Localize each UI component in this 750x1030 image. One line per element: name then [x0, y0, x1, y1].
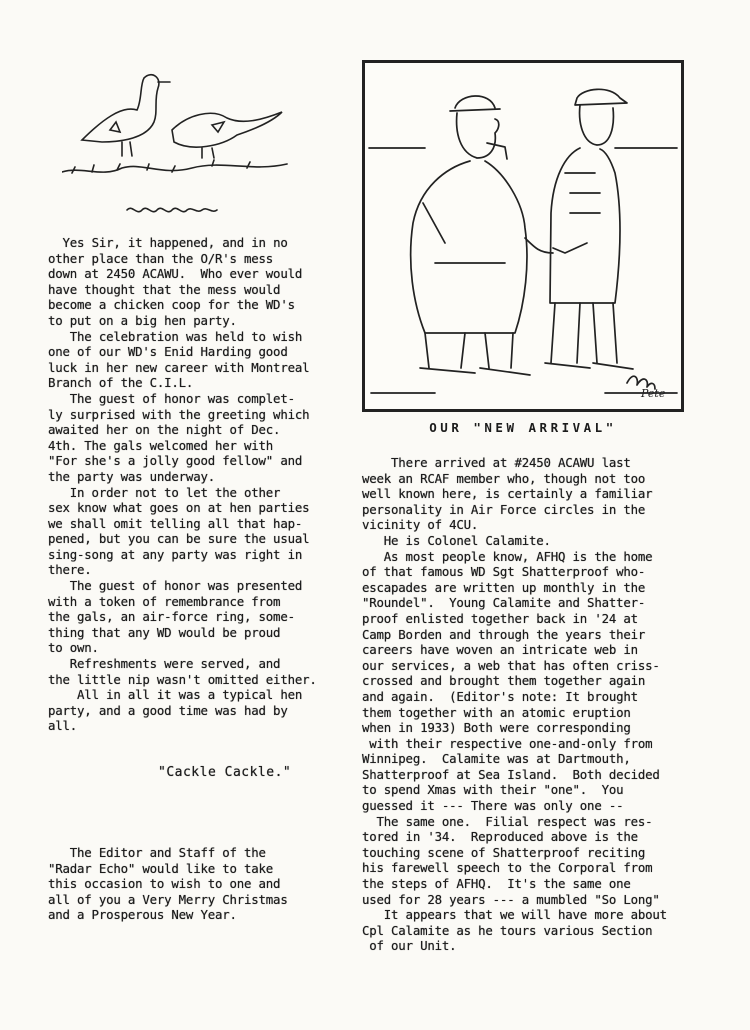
- article-paragraph: The guest of honor was presented with a token of remembrance from the gals, an air-force ring, some- thing that any WD would be proud to own.: [48, 578, 303, 656]
- article-paragraph: Refreshments were served, and the little nip wasn't omitted either.: [48, 656, 317, 687]
- article-paragraph: The celebration was held to wish one of our WD's Enid Harding good luck in her new career with Montreal Branch of the C.I.L.: [48, 328, 310, 391]
- article-paragraph: Yes Sir, it happened, and in no other place than the O/R's mess down at 2450 ACAWU. Who ever would have thought that the mess would become a chicken coop for the WD's to put on a big hen party.: [48, 235, 303, 328]
- article-paragraph: The guest of honor was complet- ly surprised with the greeting which awaited her on the night of Dec. 4th. The gals welcomed her with "For she's a jolly good fellow" and the party was underway.: [48, 390, 310, 484]
- holiday-greeting: The Editor and Staff of the "Radar Echo" would like to take this occasion to wish to one and all of you a Very Merry Christmas and a Prosperous New Year.: [48, 845, 288, 923]
- right-column: [362, 455, 687, 954]
- article-paragraph: He is Colonel Calamite.: [362, 532, 551, 548]
- cartoon-caption: OUR "NEW ARRIVAL": [429, 420, 617, 435]
- article-paragraph: It appears that we will have more about Cpl Calamite as he tours various Section of our Unit.: [362, 907, 667, 954]
- cackle-title: "Cackle Cackle.": [158, 765, 292, 780]
- article-paragraph: There arrived at #2450 ACAWU last week an RCAF member who, though not too well known here, is certainly a familiar personality in Air Force circles in the vicinity of 4CU.: [362, 455, 653, 533]
- article-paragraph: All in all it was a typical hen party, and a good time was had by all.: [48, 687, 303, 734]
- article-paragraph: The same one. Filial respect was res- tored in '34. Reproduced above is the touching scene of Shatterproof reciting his farewell speech to the Corporal from the steps of AFHQ. It's the same one used for 28 years --- a mumbled "So Long": [362, 813, 660, 907]
- cartoon-illustration: [365, 63, 681, 409]
- cartoon-frame: [362, 60, 684, 412]
- article-paragraph: In order not to let the other sex know what goes on at hen parties we shall omit telling all that hap- pened, but you can be sure the usual sing-song at any party was right in there.: [48, 484, 310, 578]
- left-column: [48, 235, 338, 734]
- birds-sketch: [62, 60, 307, 225]
- cartoon-signature: Pete: [641, 387, 666, 400]
- article-paragraph: As most people know, AFHQ is the home of that famous WD Sgt Shatterproof who- escapades are written up monthly in the "Roundel". Young Calamite and Shatter- proof enlisted together back in '24 at Camp Borden and through the years their careers have woven an intricate web in our services, a web that has often criss- crossed and brought them together again and again. (Editor's note: It brought them together with an atomic eruption when in 1933) Both were corresponding with their respective one-and-only from Winnipeg. Calamite was at Dartmouth, Shatterproof at Sea Island. Both decided to spend Xmas with their "one". You guessed it --- There was only one --: [362, 548, 660, 814]
